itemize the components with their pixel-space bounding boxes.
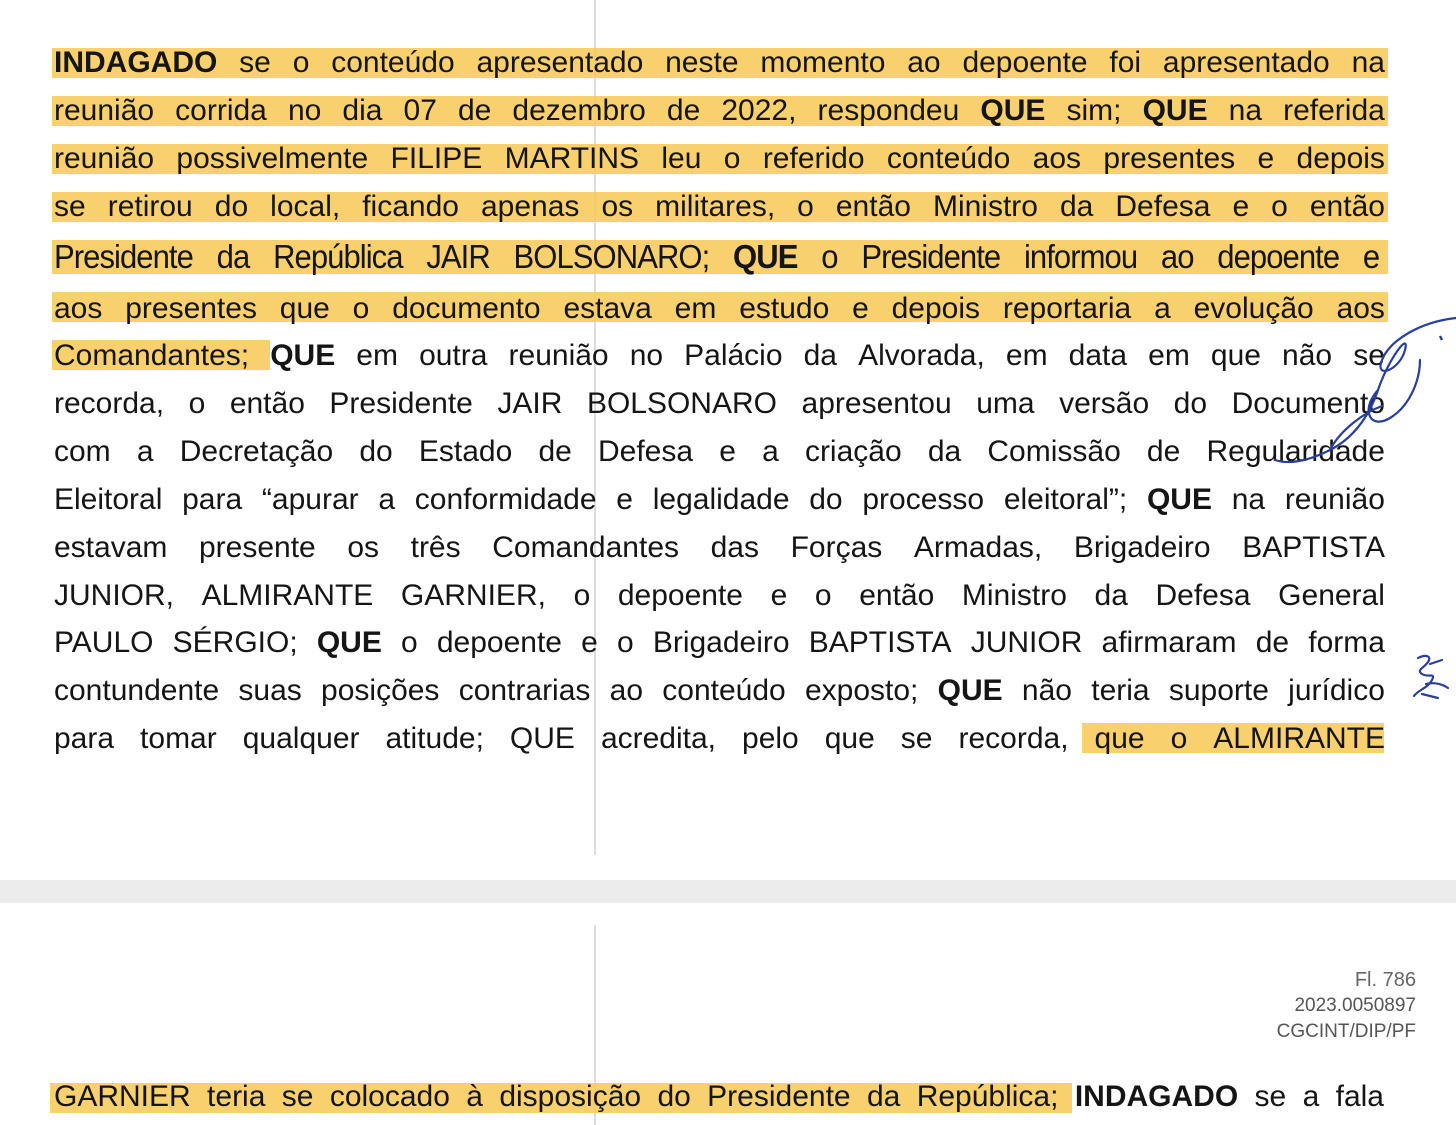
text-word: MARTINS bbox=[504, 142, 640, 175]
text-word: do bbox=[809, 483, 843, 516]
text-word: Armadas, bbox=[913, 531, 1043, 564]
text-word: presentes bbox=[1103, 142, 1236, 175]
text-word: República bbox=[273, 238, 403, 275]
text-word: legalidade bbox=[652, 483, 790, 516]
text-word: o bbox=[573, 579, 591, 612]
text-word: do bbox=[657, 1080, 691, 1113]
text-word: QUE bbox=[980, 94, 1046, 127]
text-word: Brigadeiro bbox=[1073, 531, 1211, 564]
text-line bbox=[54, 43, 1385, 83]
text-word: da bbox=[927, 435, 962, 468]
text-word: a bbox=[136, 435, 154, 468]
text-word: então bbox=[229, 387, 305, 420]
text-word: colocado bbox=[329, 1080, 450, 1113]
text-word: Eleitoral bbox=[54, 483, 163, 516]
text-word: se bbox=[239, 46, 271, 79]
text-word: depois bbox=[1296, 142, 1385, 175]
text-word: do bbox=[214, 190, 249, 223]
text-word: BOLSONARO; bbox=[513, 238, 710, 275]
text-word: da bbox=[1060, 190, 1094, 223]
text-word: posições bbox=[321, 674, 440, 707]
text-word: três bbox=[410, 531, 461, 564]
text-word: se bbox=[1353, 339, 1385, 372]
text-word: contrarias bbox=[458, 674, 591, 707]
text-word: pelo bbox=[742, 722, 799, 755]
text-word: e bbox=[1257, 142, 1275, 175]
text-word: reunião bbox=[508, 339, 609, 372]
text-word: conteúdo bbox=[886, 142, 1011, 175]
text-word: ALMIRANTE bbox=[201, 579, 374, 612]
text-word: General bbox=[1278, 579, 1385, 612]
text-word: suporte bbox=[1168, 674, 1269, 707]
text-word: Defesa bbox=[597, 435, 694, 468]
text-word: à bbox=[466, 1080, 483, 1113]
text-word: militares, bbox=[655, 190, 776, 223]
text-word: depoente bbox=[436, 626, 562, 659]
stamp-number: 2023.0050897 bbox=[1294, 995, 1416, 1016]
text-word: Decretação bbox=[179, 435, 334, 468]
text-word: que bbox=[824, 722, 875, 755]
text-word: retirou bbox=[107, 190, 193, 223]
text-word: e bbox=[770, 579, 788, 612]
initials-mark bbox=[1408, 650, 1452, 702]
text-word: apenas bbox=[480, 190, 580, 223]
stamp-folio: Fl. 786 bbox=[1354, 969, 1416, 991]
text-word: referida bbox=[1283, 94, 1385, 127]
text-word: FILIPE bbox=[390, 142, 483, 175]
text-word: presente bbox=[198, 531, 316, 564]
text-word: o bbox=[188, 387, 206, 420]
text-word: QUE bbox=[1146, 483, 1212, 516]
text-word: não bbox=[1021, 674, 1072, 707]
text-word: Palácio bbox=[684, 339, 783, 372]
text-word: atitude; bbox=[385, 722, 484, 755]
text-word: disposição bbox=[499, 1080, 642, 1113]
text-word: reunião bbox=[1284, 483, 1385, 516]
text-word: dia bbox=[342, 94, 383, 127]
protocol-stamp bbox=[1277, 967, 1416, 1045]
text-word: sim; bbox=[1066, 94, 1122, 127]
text-word: informou bbox=[1023, 238, 1138, 275]
text-word: e bbox=[719, 435, 736, 468]
text-word: INDAGADO bbox=[1074, 1080, 1239, 1113]
text-word: Ministro bbox=[961, 579, 1067, 612]
text-word: suas bbox=[238, 674, 302, 707]
text-word: do bbox=[1173, 387, 1208, 420]
text-word: a bbox=[762, 435, 779, 468]
text-word: e bbox=[852, 292, 869, 325]
text-word: Estado bbox=[418, 435, 513, 468]
text-word: a bbox=[1154, 292, 1171, 325]
text-word: jurídico bbox=[1288, 674, 1385, 707]
text-word: outra bbox=[419, 339, 488, 372]
text-word: eleitoral”; bbox=[1003, 483, 1128, 516]
text-word: ao bbox=[609, 674, 644, 707]
text-word: QUE bbox=[937, 674, 1003, 707]
text-word: local, bbox=[270, 190, 341, 223]
text-word: 2022, bbox=[721, 94, 797, 127]
text-word: em bbox=[674, 292, 717, 325]
text-word: de bbox=[1255, 626, 1290, 659]
text-line bbox=[54, 289, 1385, 329]
text-word: Brigadeiro bbox=[652, 626, 790, 659]
text-word: se bbox=[1254, 1080, 1287, 1113]
text-word: teria bbox=[1091, 674, 1150, 707]
text-line bbox=[54, 432, 1385, 472]
text-word: o bbox=[292, 46, 310, 79]
text-word: GARNIER bbox=[54, 1080, 191, 1113]
text-word: se bbox=[54, 190, 86, 223]
text-word: foi bbox=[1109, 46, 1142, 79]
text-word: QUE bbox=[270, 339, 336, 372]
text-word: Comandantes bbox=[492, 531, 680, 564]
text-word: depois bbox=[891, 292, 981, 325]
text-word: evolução bbox=[1193, 292, 1314, 325]
text-word: Ministro bbox=[932, 190, 1038, 223]
text-word: BOLSONARO bbox=[586, 387, 777, 420]
text-word: neste bbox=[665, 46, 739, 79]
text-word: Defesa bbox=[1155, 579, 1251, 612]
text-word: tomar bbox=[140, 722, 217, 755]
text-word: contundente bbox=[54, 674, 220, 707]
text-word: aos bbox=[1336, 292, 1385, 325]
text-word: criação bbox=[804, 435, 902, 468]
text-word: recorda, bbox=[54, 387, 165, 420]
text-word: então bbox=[1309, 190, 1385, 223]
text-line bbox=[54, 139, 1385, 179]
text-word: leu bbox=[661, 142, 702, 175]
text-word: reunião bbox=[54, 94, 155, 127]
text-word: conformidade bbox=[414, 483, 597, 516]
text-word: Comissão bbox=[987, 435, 1121, 468]
text-word: ficando bbox=[362, 190, 459, 223]
text-word: PAULO bbox=[54, 626, 154, 659]
text-word: e bbox=[1232, 190, 1250, 223]
text-word: o bbox=[814, 579, 832, 612]
text-word: da bbox=[866, 1080, 901, 1113]
text-word: data bbox=[1068, 339, 1128, 372]
text-word: Presidente bbox=[329, 387, 473, 420]
text-line bbox=[54, 623, 1385, 663]
text-word: de bbox=[1146, 435, 1181, 468]
text-word: QUE bbox=[1142, 94, 1208, 127]
text-word: o bbox=[401, 626, 418, 659]
text-word: e bbox=[581, 626, 598, 659]
text-word: Forças bbox=[790, 531, 883, 564]
text-word: estavam bbox=[54, 531, 168, 564]
text-word: conteúdo bbox=[331, 46, 455, 79]
text-word: JUNIOR, bbox=[54, 579, 174, 612]
text-word: aos bbox=[1032, 142, 1082, 175]
text-word: 07 bbox=[403, 94, 437, 127]
text-word: GARNIER, bbox=[400, 579, 546, 612]
text-word: o bbox=[352, 292, 370, 325]
text-word: uma bbox=[976, 387, 1035, 420]
text-word: se bbox=[281, 1080, 314, 1113]
text-word: Comandantes; bbox=[54, 339, 250, 372]
text-word: a bbox=[378, 483, 396, 516]
text-word: das bbox=[710, 531, 759, 564]
text-word: e bbox=[616, 483, 633, 516]
text-word: o bbox=[1271, 190, 1288, 223]
text-word: da bbox=[1094, 579, 1128, 612]
text-word: na bbox=[1228, 94, 1263, 127]
text-word: que bbox=[279, 292, 330, 325]
text-word: teria bbox=[207, 1080, 266, 1113]
text-word: qualquer bbox=[242, 722, 360, 755]
text-word: que bbox=[1094, 722, 1145, 755]
text-word: versão bbox=[1059, 387, 1150, 420]
text-word: afirmaram bbox=[1101, 626, 1237, 659]
text-word: recorda, bbox=[958, 722, 1069, 755]
text-word: então bbox=[835, 190, 911, 223]
text-word: QUE bbox=[316, 626, 382, 659]
text-word: ao bbox=[907, 46, 941, 79]
text-word: Presidente bbox=[861, 238, 1001, 275]
text-word: momento bbox=[760, 46, 886, 79]
text-word: Presidente bbox=[54, 238, 193, 275]
text-word: República; bbox=[916, 1080, 1059, 1113]
text-word: para bbox=[54, 722, 115, 755]
text-word: “apurar bbox=[261, 483, 359, 516]
text-word: para bbox=[182, 483, 243, 516]
text-word: aos bbox=[54, 292, 103, 325]
text-word: da bbox=[216, 238, 250, 275]
text-word: ao bbox=[1160, 238, 1194, 275]
text-word: no bbox=[287, 94, 322, 127]
text-word: que bbox=[1210, 339, 1261, 372]
text-word: e bbox=[1362, 238, 1380, 275]
text-word: de bbox=[666, 94, 701, 127]
text-word: no bbox=[629, 339, 664, 372]
text-word: o bbox=[723, 142, 741, 175]
text-word: se bbox=[900, 722, 933, 755]
text-word: BAPTISTA bbox=[808, 626, 952, 659]
text-line bbox=[54, 719, 1385, 759]
text-word: conteúdo bbox=[662, 674, 786, 707]
text-word: não bbox=[1282, 339, 1333, 372]
text-word: da bbox=[803, 339, 837, 372]
text-word: documento bbox=[392, 292, 541, 325]
text-word: com bbox=[54, 435, 111, 468]
text-word: acredita, bbox=[600, 722, 717, 755]
text-word: presentes bbox=[125, 292, 257, 325]
text-word: respondeu bbox=[817, 94, 960, 127]
text-word: dezembro bbox=[512, 94, 646, 127]
text-word: BAPTISTA bbox=[1242, 531, 1385, 564]
text-word: processo bbox=[862, 483, 985, 516]
text-word: o bbox=[616, 626, 634, 659]
text-word: fala bbox=[1335, 1080, 1384, 1113]
document-page-bottom bbox=[0, 903, 1456, 1125]
text-word: JAIR bbox=[426, 238, 490, 275]
text-word: depoente bbox=[617, 579, 743, 612]
text-word: QUE bbox=[733, 238, 798, 275]
text-word: Presidente bbox=[707, 1080, 851, 1113]
text-word: corrida bbox=[175, 94, 267, 127]
text-line bbox=[54, 336, 1385, 376]
text-word: SÉRGIO; bbox=[172, 626, 298, 659]
text-word: exposto; bbox=[804, 674, 919, 707]
text-word: forma bbox=[1308, 626, 1385, 659]
text-word: depoente bbox=[1217, 238, 1340, 275]
text-word: Regularidade bbox=[1206, 435, 1385, 468]
text-word: de bbox=[457, 94, 492, 127]
text-word: na bbox=[1351, 46, 1385, 79]
text-word: Alvorada, bbox=[858, 339, 985, 372]
text-word: em bbox=[1148, 339, 1190, 372]
text-word: referido bbox=[762, 142, 865, 175]
text-line bbox=[54, 576, 1385, 616]
text-line bbox=[54, 528, 1385, 568]
text-word: a bbox=[1302, 1080, 1320, 1113]
text-word: JUNIOR bbox=[970, 626, 1083, 659]
stamp-unit: CGCINT/DIP/PF bbox=[1276, 1021, 1416, 1042]
text-line bbox=[54, 91, 1385, 131]
text-word: os bbox=[347, 531, 380, 564]
text-line bbox=[54, 671, 1385, 711]
text-word: apresentado bbox=[1162, 46, 1330, 79]
text-word: depoente bbox=[962, 46, 1088, 79]
signature-scribble bbox=[1270, 300, 1456, 470]
text-word: reportaria bbox=[1002, 292, 1132, 325]
text-word: JAIR bbox=[497, 387, 563, 420]
text-word: o bbox=[1170, 722, 1188, 755]
text-word: apresentado bbox=[476, 46, 644, 79]
text-word: Documento bbox=[1231, 387, 1385, 420]
text-word: em bbox=[356, 339, 398, 372]
text-word: ALMIRANTE bbox=[1213, 722, 1385, 755]
text-line bbox=[54, 1077, 1384, 1117]
text-line bbox=[54, 480, 1385, 520]
text-word: apresentou bbox=[801, 387, 952, 420]
text-line bbox=[54, 187, 1385, 227]
text-word: então bbox=[859, 579, 935, 612]
text-word: o bbox=[821, 238, 838, 275]
text-word: do bbox=[359, 435, 393, 468]
text-word: estudo bbox=[739, 292, 830, 325]
text-word: Defesa bbox=[1115, 190, 1211, 223]
text-word: estava bbox=[563, 292, 652, 325]
text-word: INDAGADO bbox=[54, 46, 218, 79]
text-word: em bbox=[1005, 339, 1048, 372]
text-word: de bbox=[538, 435, 572, 468]
text-word: os bbox=[601, 190, 634, 223]
text-word: reunião bbox=[54, 142, 155, 175]
text-line bbox=[54, 384, 1385, 424]
page-separator bbox=[0, 880, 1456, 903]
text-word: possivelmente bbox=[176, 142, 369, 175]
text-word: o bbox=[797, 190, 814, 223]
text-word: na bbox=[1231, 483, 1266, 516]
text-word: QUE bbox=[509, 722, 575, 755]
text-line bbox=[54, 237, 1379, 277]
